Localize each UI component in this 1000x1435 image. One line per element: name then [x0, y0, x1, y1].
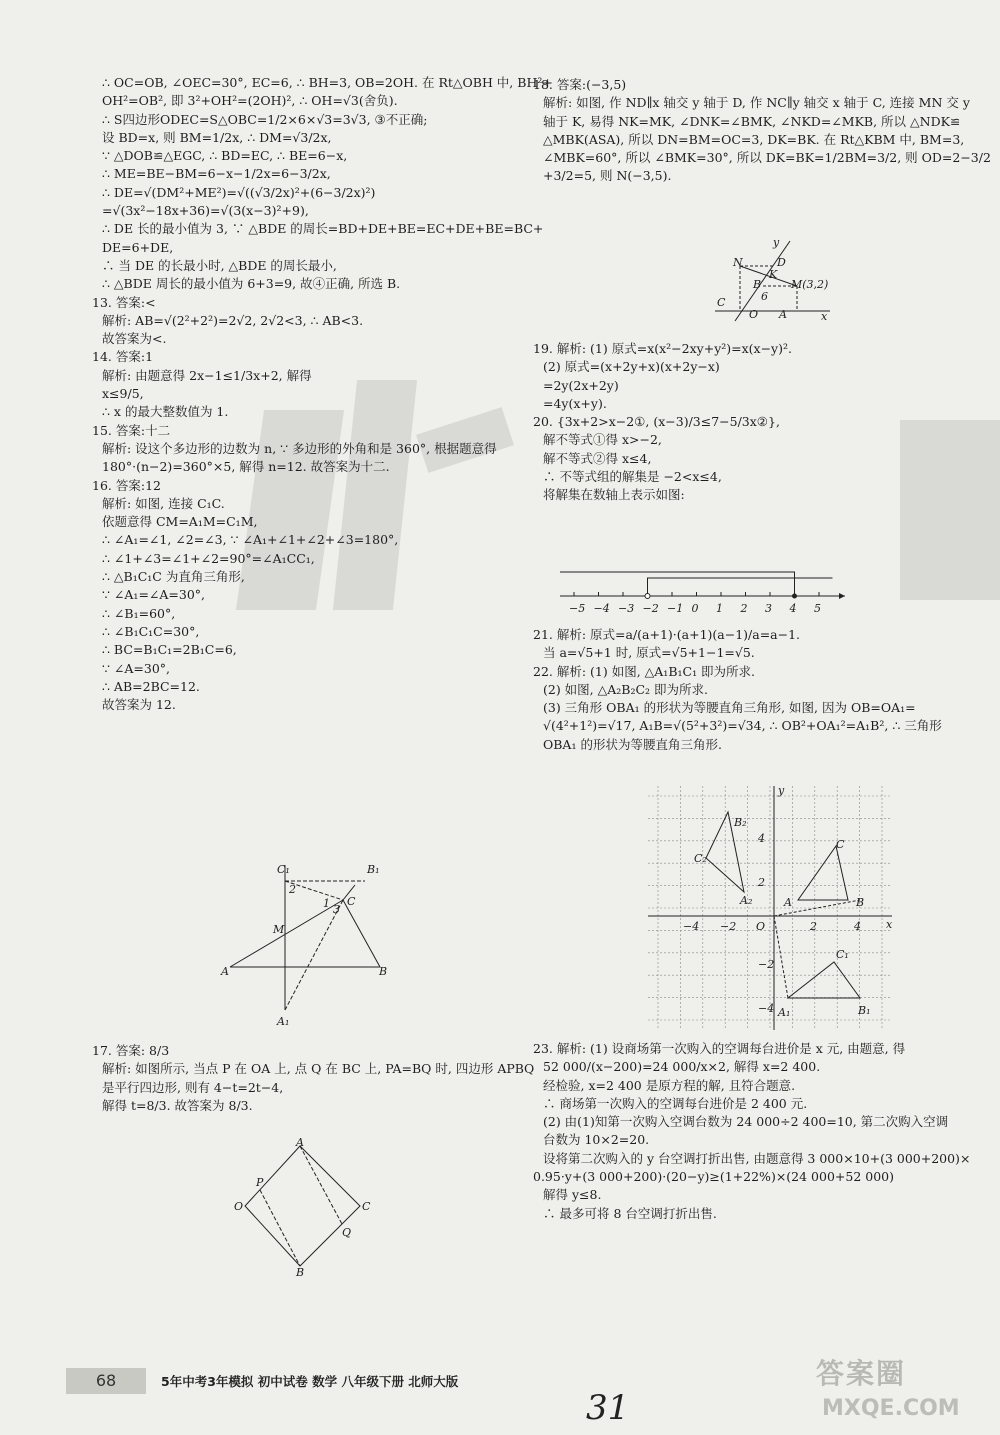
text-line: 解析: AB=√(2²+2²)=2√2, 2√2<3, ∴ AB<3.	[102, 312, 364, 328]
figure-17	[230, 1138, 390, 1278]
text-line: 23. 解析: (1) 设商场第一次购入的空调每台进价是 x 元, 由题意, 得	[533, 1041, 906, 1056]
text-line: ∴ S四边形ODEC=S△OBC=1/2×6×√3=3√3, ③不正确;	[102, 111, 428, 127]
grid-label-A2: A₂	[740, 894, 753, 907]
text-line: 13. 答案:<	[92, 294, 156, 310]
text-line: 依题意得 CM=A₁M=C₁M,	[102, 514, 258, 530]
text-line: ∴ 当 DE 的长最小时, △BDE 的周长最小,	[102, 257, 337, 273]
text-line: 设将第二次购入的 y 台空调打折出售, 由题意得 3 000×10+(3 000+200)×	[543, 1150, 971, 1166]
left-q17	[92, 1042, 535, 1115]
text-line: 解析: 如图, 连接 C₁C.	[102, 495, 225, 511]
closed-endpoint	[792, 594, 797, 599]
fig17-label-O: O	[234, 1200, 244, 1213]
text-line: 设 BD=x, 则 BM=1/2x, ∴ DM=√3/2x,	[102, 129, 332, 145]
text-line: 轴于 K, 易得 NK=MK, ∠DNK=∠BMK, ∠NKD=∠MKB, 所以 △NDK≌	[543, 113, 961, 129]
fig16-label-2: 2	[289, 883, 296, 896]
fig18-label-B: B	[753, 278, 762, 291]
text-line: ∴ OC=OB, ∠OEC=30°, EC=6, ∴ BH=3, OB=2OH. 在 Rt△OBH 中, BH²+	[102, 75, 553, 90]
right-column	[533, 76, 991, 186]
text-line: ∵ ∠A₁=∠A=30°,	[102, 587, 206, 603]
text-line: (2) 原式=(x+2y+x)(x+2y−x)	[543, 359, 720, 375]
grid-label-A: A	[784, 896, 792, 909]
page-footer	[66, 1368, 586, 1396]
right-q21	[533, 626, 985, 754]
text-line: =√(3x²−18x+36)=√(3(x−3)²+9),	[102, 203, 309, 219]
text-line: 0.95·y+(3 000+200)·(20−y)≥(1+22%)×(24 000+52 000)	[533, 1169, 894, 1185]
number-line-tick-label: −3	[618, 602, 635, 615]
handwritten-number: 31	[586, 1388, 630, 1428]
fig17-label-C: C	[362, 1200, 371, 1213]
fig18-label-N: N	[733, 256, 743, 269]
grid-x-tick: O	[756, 920, 766, 933]
fig18-label-O: O	[749, 308, 759, 321]
text-line: △MBK(ASA), 所以 DN=BM=OC=3, DK=BK. 在 Rt△KBM 中, BM=3,	[543, 131, 965, 147]
watermark-url: MXQE.COM	[822, 1396, 960, 1421]
text-line: 是平行四边形, 则有 4−t=2t−4,	[102, 1079, 284, 1095]
grid-x-tick: −2	[720, 920, 737, 933]
grid-label-B1: B₁	[858, 1004, 871, 1017]
text-line: 解不等式②得 x≤4,	[543, 450, 652, 466]
text-line: ∴ ∠1+∠3=∠1+∠2=90°=∠A₁CC₁,	[102, 550, 315, 566]
grid-y-tick: −4	[758, 1002, 775, 1015]
text-line: ∴ 不等式组的解集是 −2<x≤4,	[543, 469, 722, 485]
right-q23	[533, 1040, 985, 1223]
fig16-label-A1: A₁	[277, 1015, 290, 1028]
fig16-label-C1: C₁	[277, 863, 290, 876]
grid-label-A1: A₁	[778, 1006, 791, 1019]
number-line-tick-label: −5	[569, 602, 586, 615]
text-line: 22. 解析: (1) 如图, △A₁B₁C₁ 即为所求.	[533, 663, 756, 679]
right-q19	[533, 340, 985, 505]
text-line: 15. 答案:十二	[92, 422, 171, 438]
text-line: DE=6+DE,	[102, 239, 174, 255]
text-line: ∴ 最多可将 8 台空调打折出售.	[543, 1205, 717, 1221]
grid-x-tick: −4	[683, 920, 700, 933]
fig18-label-y: y	[773, 236, 780, 249]
text-line: 解析: 设这个多边形的边数为 n, ∵ 多边形的外角和是 360°, 根据题意得	[102, 440, 497, 456]
fig16-label-B1: B₁	[367, 863, 380, 876]
fig18-label-A: A	[779, 308, 787, 321]
text-line: ∴ DE=√(DM²+ME²)=√((√3/2x)²+(6−3/2x)²)	[102, 184, 376, 200]
text-line: ∴ ∠B₁=60°,	[102, 605, 176, 621]
grid-y-tick: −2	[758, 958, 775, 971]
grid-label-x: x	[886, 918, 893, 931]
text-line: 17. 答案: 8/3	[92, 1043, 170, 1058]
number-line-tick-label: −1	[667, 602, 684, 615]
grid-x-tick: 4	[854, 920, 861, 933]
text-line: ∴ 商场第一次购入的空调每台进价是 2 400 元.	[543, 1095, 808, 1111]
text-line: 解得 y≤8.	[543, 1187, 602, 1203]
text-line: 解不等式①得 x>−2,	[543, 432, 662, 448]
text-line: 18. 答案:(−3,5)	[533, 77, 627, 92]
grid-label-C1: C₁	[836, 948, 849, 961]
grid-label-B: B	[856, 896, 865, 909]
text-line: ∴ △BDE 周长的最小值为 6+3=9, 故④正确, 所选 B.	[102, 276, 401, 292]
text-line: √(4²+1²)=√17, A₁B=√(5²+3²)=√34, ∴ OB²+OA₁²=A₁B², ∴ 三角形	[543, 718, 942, 734]
fig16-label-B: B	[379, 965, 388, 978]
number-line-tick-label: 4	[789, 602, 797, 615]
grid-figure-q22	[648, 786, 896, 1031]
fig18-label-D: D	[777, 256, 786, 269]
text-line: 解析: 如图所示, 当点 P 在 OA 上, 点 Q 在 BC 上, PA=BQ 时, 四边形 APBQ	[102, 1061, 535, 1077]
text-line: +3/2=5, 则 N(−3,5).	[543, 168, 672, 184]
fig16-label-3: 3	[333, 903, 340, 916]
text-line: 当 a=√5+1 时, 原式=√5+1−1=√5.	[543, 645, 755, 661]
grid-label-y: y	[778, 786, 785, 797]
number-line-tick-label: 0	[691, 602, 699, 615]
grid-y-tick: 4	[758, 832, 765, 845]
fig18-label-C: C	[717, 296, 726, 309]
text-line: ∵ △DOB≌△EGC, ∴ BD=EC, ∴ BE=6−x,	[102, 148, 348, 164]
text-line: ∴ BC=B₁C₁=2B₁C=6,	[102, 642, 237, 658]
fig16-label-1: 1	[323, 897, 330, 910]
fig18-label-x: x	[821, 310, 828, 322]
open-endpoint	[645, 594, 650, 599]
text-line: 经检验, x=2 400 是原方程的解, 且符合题意.	[543, 1077, 796, 1093]
fig17-label-Q: Q	[342, 1226, 352, 1239]
text-line: (3) 三角形 OBA₁ 的形状为等腰直角三角形, 如图, 因为 OB=OA₁=	[543, 700, 916, 716]
text-line: 16. 答案:12	[92, 477, 161, 493]
text-line: x≤9/5,	[102, 386, 144, 402]
fig17-label-B: B	[296, 1266, 305, 1278]
fig18-label-K: K	[769, 268, 778, 281]
fig16-label-M: M	[273, 923, 285, 936]
text-line: ∠MBK=60°, 所以 ∠BMK=30°, 所以 DK=BK=1/2BM=3/2, 则 OD=2−3/2	[543, 150, 991, 166]
text-line: 20. {3x+2>x−2①, (x−3)/3≤7−5/3x②},	[533, 414, 780, 430]
text-line: (2) 如图, △A₂B₂C₂ 即为所求.	[543, 681, 708, 697]
watermark-logo: 答案圈	[816, 1357, 907, 1390]
figure-18	[705, 236, 835, 322]
text-line: OH²=OB², 即 3²+OH²=(2OH)², ∴ OH=√3(舍负).	[102, 93, 398, 109]
text-line: 故答案为<.	[102, 331, 167, 347]
text-line: 19. 解析: (1) 原式=x(x²−2xy+y²)=x(x−y)².	[533, 341, 792, 356]
text-line: ∴ AB=2BC=12.	[102, 678, 200, 694]
left-column	[92, 74, 553, 714]
text-line: 180°·(n−2)=360°×5, 解得 n=12. 故答案为十二.	[102, 459, 390, 475]
text-line: 台数为 10×2=20.	[543, 1132, 650, 1148]
text-line: ∴ △B₁C₁C 为直角三角形,	[102, 569, 245, 585]
grid-x-tick: 2	[810, 920, 817, 933]
number-line-tick-label: 5	[814, 602, 821, 615]
text-line: 将解集在数轴上表示如图:	[543, 487, 685, 503]
text-line: (2) 由(1)知第一次购入空调台数为 24 000÷2 400=10, 第二次购入空调	[543, 1114, 949, 1130]
text-line: =2y(2x+2y)	[543, 377, 619, 393]
number-line-tick-label: −2	[642, 602, 659, 615]
fig18-label-6: 6	[761, 290, 768, 303]
text-line: 解析: 如图, 作 ND∥x 轴交 y 轴于 D, 作 NC∥y 轴交 x 轴于 C, 连接 MN 交 y	[543, 95, 970, 111]
text-line: ∴ ∠B₁C₁C=30°,	[102, 623, 200, 639]
fig17-label-A: A	[296, 1138, 304, 1149]
text-line: 14. 答案:1	[92, 349, 154, 365]
text-line: 解得 t=8/3. 故答案为 8/3.	[102, 1097, 253, 1113]
grid-y-tick: 2	[758, 876, 765, 889]
text-line: 52 000/(x−200)=24 000/x×2, 解得 x=2 400.	[543, 1059, 821, 1075]
text-line: ∴ x 的最大整数值为 1.	[102, 404, 229, 420]
number-line-tick-label: 1	[716, 602, 723, 615]
number-line-tick-label: −4	[593, 602, 610, 615]
text-line: ∴ ∠A₁=∠1, ∠2=∠3, ∵ ∠A₁+∠1+∠2+∠3=180°,	[102, 532, 399, 548]
number-line-q20	[560, 568, 850, 616]
text-line: 故答案为 12.	[102, 697, 176, 713]
text-line: 解析: 由题意得 2x−1≤1/3x+2, 解得	[102, 367, 312, 383]
fig17-label-P: P	[256, 1176, 264, 1189]
page-number: 68	[66, 1368, 146, 1394]
fig16-label-A: A	[221, 965, 229, 978]
text-line: ∵ ∠A=30°,	[102, 660, 171, 676]
figure-16	[215, 855, 405, 1030]
fig16-label-C: C	[347, 895, 356, 908]
text-line: OBA₁ 的形状为等腰直角三角形.	[543, 736, 722, 752]
text-line: 21. 解析: 原式=a/(a+1)·(a+1)(a−1)/a=a−1.	[533, 627, 801, 642]
book-series-title: 5年中考3年模拟 初中试卷 数学 八年级下册 北师大版	[161, 1374, 459, 1389]
text-line: ∴ ME=BE−BM=6−x−1/2x=6−3/2x,	[102, 166, 331, 182]
grid-label-C2: C₂	[694, 852, 707, 865]
number-line-tick-label: 2	[740, 602, 748, 615]
text-line: ∴ DE 长的最小值为 3, ∵ △BDE 的周长=BD+DE+BE=EC+DE+BE=BC+	[102, 221, 544, 237]
grid-label-B2: B₂	[734, 816, 747, 829]
grid-label-C: C	[836, 838, 845, 851]
number-line-range	[560, 572, 795, 596]
text-line: =4y(x+y).	[543, 395, 607, 411]
fig18-label-M: M(3,2)	[791, 278, 829, 291]
number-line-tick-label: 3	[765, 602, 772, 615]
